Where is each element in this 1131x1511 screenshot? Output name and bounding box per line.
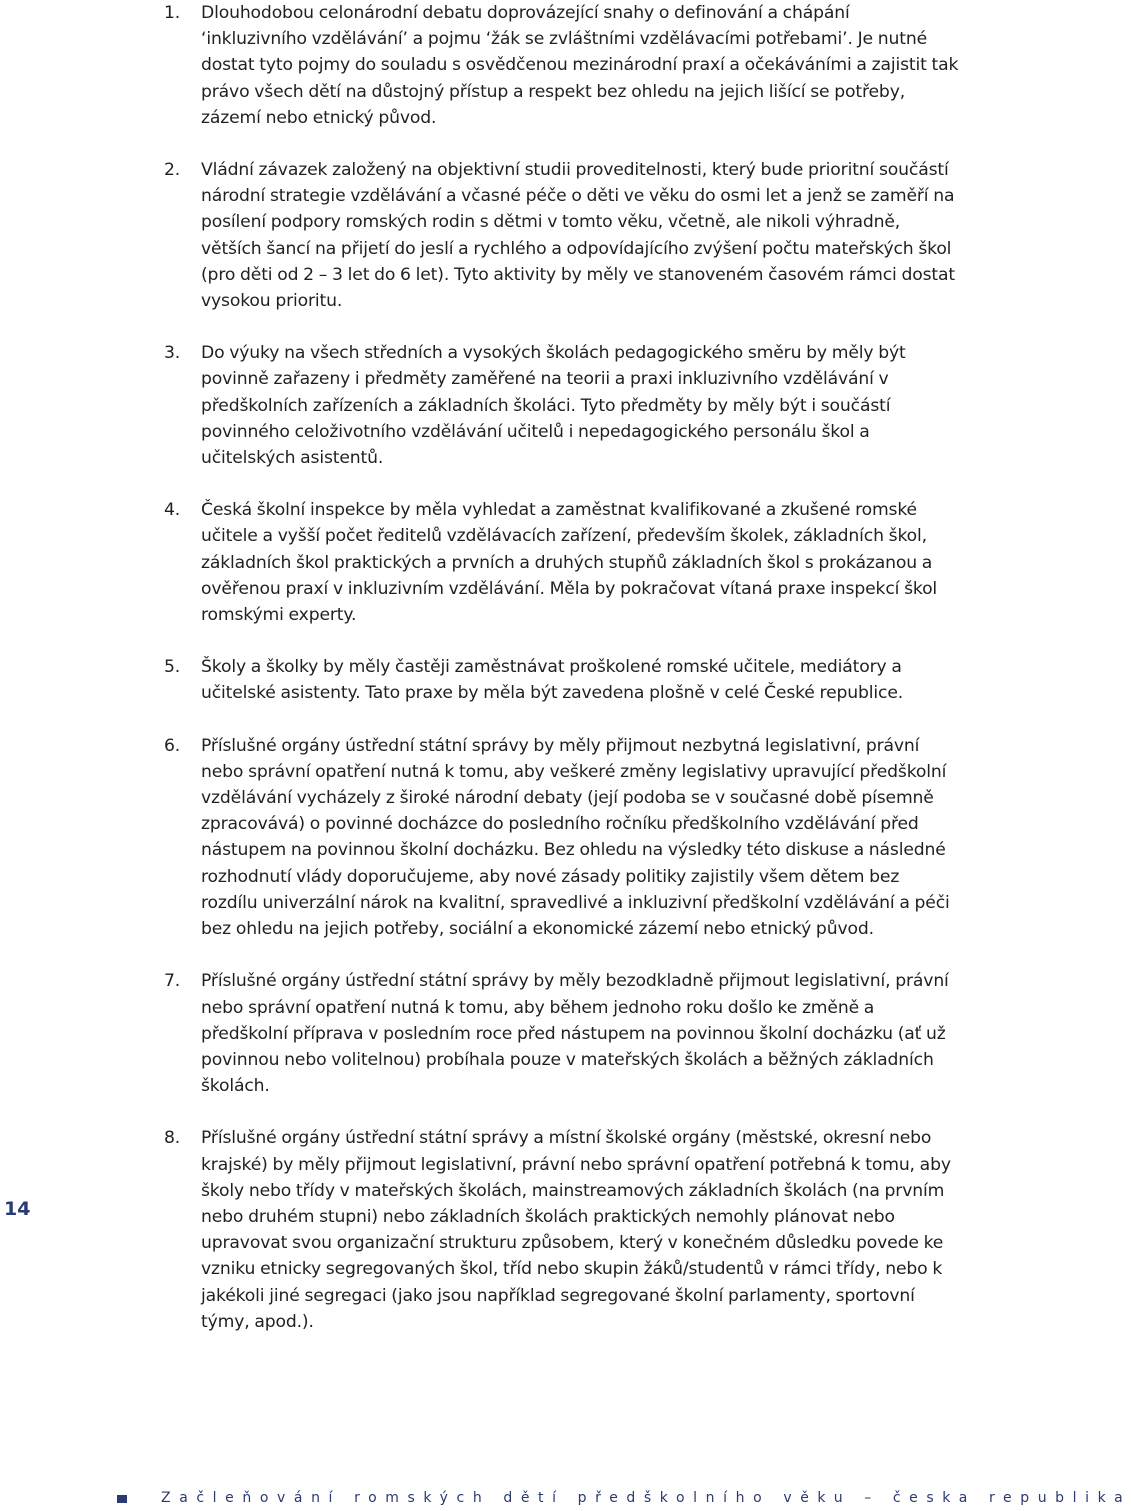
list-item-number: 8.: [164, 1128, 181, 1149]
list-item: [164, 157, 960, 314]
list-item: [164, 968, 960, 1099]
list-item-number: 7.: [164, 971, 181, 992]
list-item-text: Česká školní inspekce by měla vyhledat a zaměstnat kvalifikované a zkušené romské učitele a vyšší počet ředitelů vzdělávacích zařízení, především školek, základních škol, základních škol praktických a prvních a druhých stupňů základních škol s prokázanou a ověřenou praxí v inkluzivním vzdělávání. Měla by pokračovat vítaná praxe inspekcí škol romskými experty.: [201, 500, 938, 626]
list-item-text: Příslušné orgány ústřední státní správy a místní školské orgány (městské, okresní nebo krajské) by měly přijmout legislativní, právní nebo správní opatření potřebná k tomu, aby školy nebo třídy v mateřských školách, mainstreamových základních školách (na prvním nebo druhém stupni) nebo základních školách praktických nemohly plánovat nebo upravovat svou organizační strukturu způsobem, který v konečném důsledku povede ke vzniku etnicky segregovaných škol, tříd nebo skupin žáků/studentů v rámci třídy, nebo k jakékoli jiné segregaci (jako jsou například segregované školní parlamenty, sportovní týmy, apod.).: [201, 1128, 951, 1332]
page-number: 14: [4, 1198, 31, 1220]
list-item-text: Školy a školky by měly častěji zaměstnávat proškolené romské učitele, mediátory a učitelské asistenty. Tato praxe by měla být zavedena plošně v celé České republice.: [201, 657, 904, 704]
list-item-number: 5.: [164, 657, 181, 678]
recommendation-list: [164, 0, 960, 1361]
list-item-number: 4.: [164, 500, 181, 521]
list-item-text: Vládní závazek založený na objektivní studii proveditelnosti, který bude prioritní součástí národní strategie vzdělávání a včasné péče o děti ve věku do osmi let a jenž se zaměří na posílení podpory romských rodin s dětmi v tomto věku, včetně, ale nikoli výhradně, větších šancí na přijetí do jeslí a rychlého a odpovídajícího zvýšení počtu mateřských škol (pro děti od 2 – 3 let do 6 let). Tyto aktivity by měly ve stanoveném časovém rámci dostat vysokou prioritu.: [201, 160, 955, 312]
list-item-text: Dlouhodobou celonárodní debatu doprovázející snahy o definování a chápání ‘inkluzivního vzdělávání’ a pojmu ‘žák se zvláštními vzdělávacími potřebami’. Je nutné dostat tyto pojmy do souladu s osvědčenou mezinárodní praxí a očekáváními a zajistit tak právo všech dětí na důstojný přístup a respekt bez ohledu na jejich lišící se potřeby, zázemí nebo etnický původ.: [201, 3, 959, 128]
footer-square-icon: [117, 1495, 127, 1503]
list-item: [164, 733, 960, 943]
running-footer: [117, 1488, 1131, 1510]
list-item-number: 2.: [164, 160, 181, 181]
list-item: [164, 1125, 960, 1335]
list-item: [164, 340, 960, 471]
list-item-number: 6.: [164, 735, 181, 756]
list-item-number: 3.: [164, 343, 181, 364]
list-item-text: Do výuky na všech středních a vysokých školách pedagogického směru by měly být povinně zařazeny i předměty zaměřené na teorii a praxi inkluzivního vzdělávání v předškolních zařízeních a základních školáci. Tyto předměty by měly být i součástí povinného celoživotního vzdělávání učitelů i nepedagogického personálu škol a učitelských asistentů.: [201, 343, 906, 469]
list-item-text: Příslušné orgány ústřední státní správy by měly přijmout nezbytná legislativní, právní nebo správní opatření nutná k tomu, aby veškeré změny legislativy upravující předškolní vzdělávání vycházely z široké národní debaty (její podoba se v současné době písemně zpracovává) o povinné docházce do posledního ročníku předškolního vzdělávání před nástupem na povinnou školní docházku. Bez ohledu na výsledky této diskuse a následné rozhodnutí vlády doporučujeme, aby nové zásady politiky zajistily všem dětem bez rozdílu univerzální nárok na kvalitní, spravedlivé a inkluzivní předškolní vzdělávání a péči bez ohledu na jejich potřeby, sociální a ekonomické zázemí nebo etnický původ.: [201, 735, 950, 940]
footer-title: Začleňování romských dětí předškolního věku – česka republika: [161, 1490, 1131, 1506]
list-item: [164, 654, 960, 706]
list-item-text: Příslušné orgány ústřední státní správy by měly bezodkladně přijmout legislativní, právní nebo správní opatření nutná k tomu, aby během jednoho roku došlo ke změně a předškolní příprava v posledním roce před nástupem na povinnou školní docházku (ať už povinnou nebo volitelnou) probíhala pouze v mateřských školách a běžných základních školách.: [201, 971, 949, 1097]
list-item: [164, 497, 960, 628]
list-item: [164, 0, 960, 131]
list-item-number: 1.: [164, 3, 181, 23]
